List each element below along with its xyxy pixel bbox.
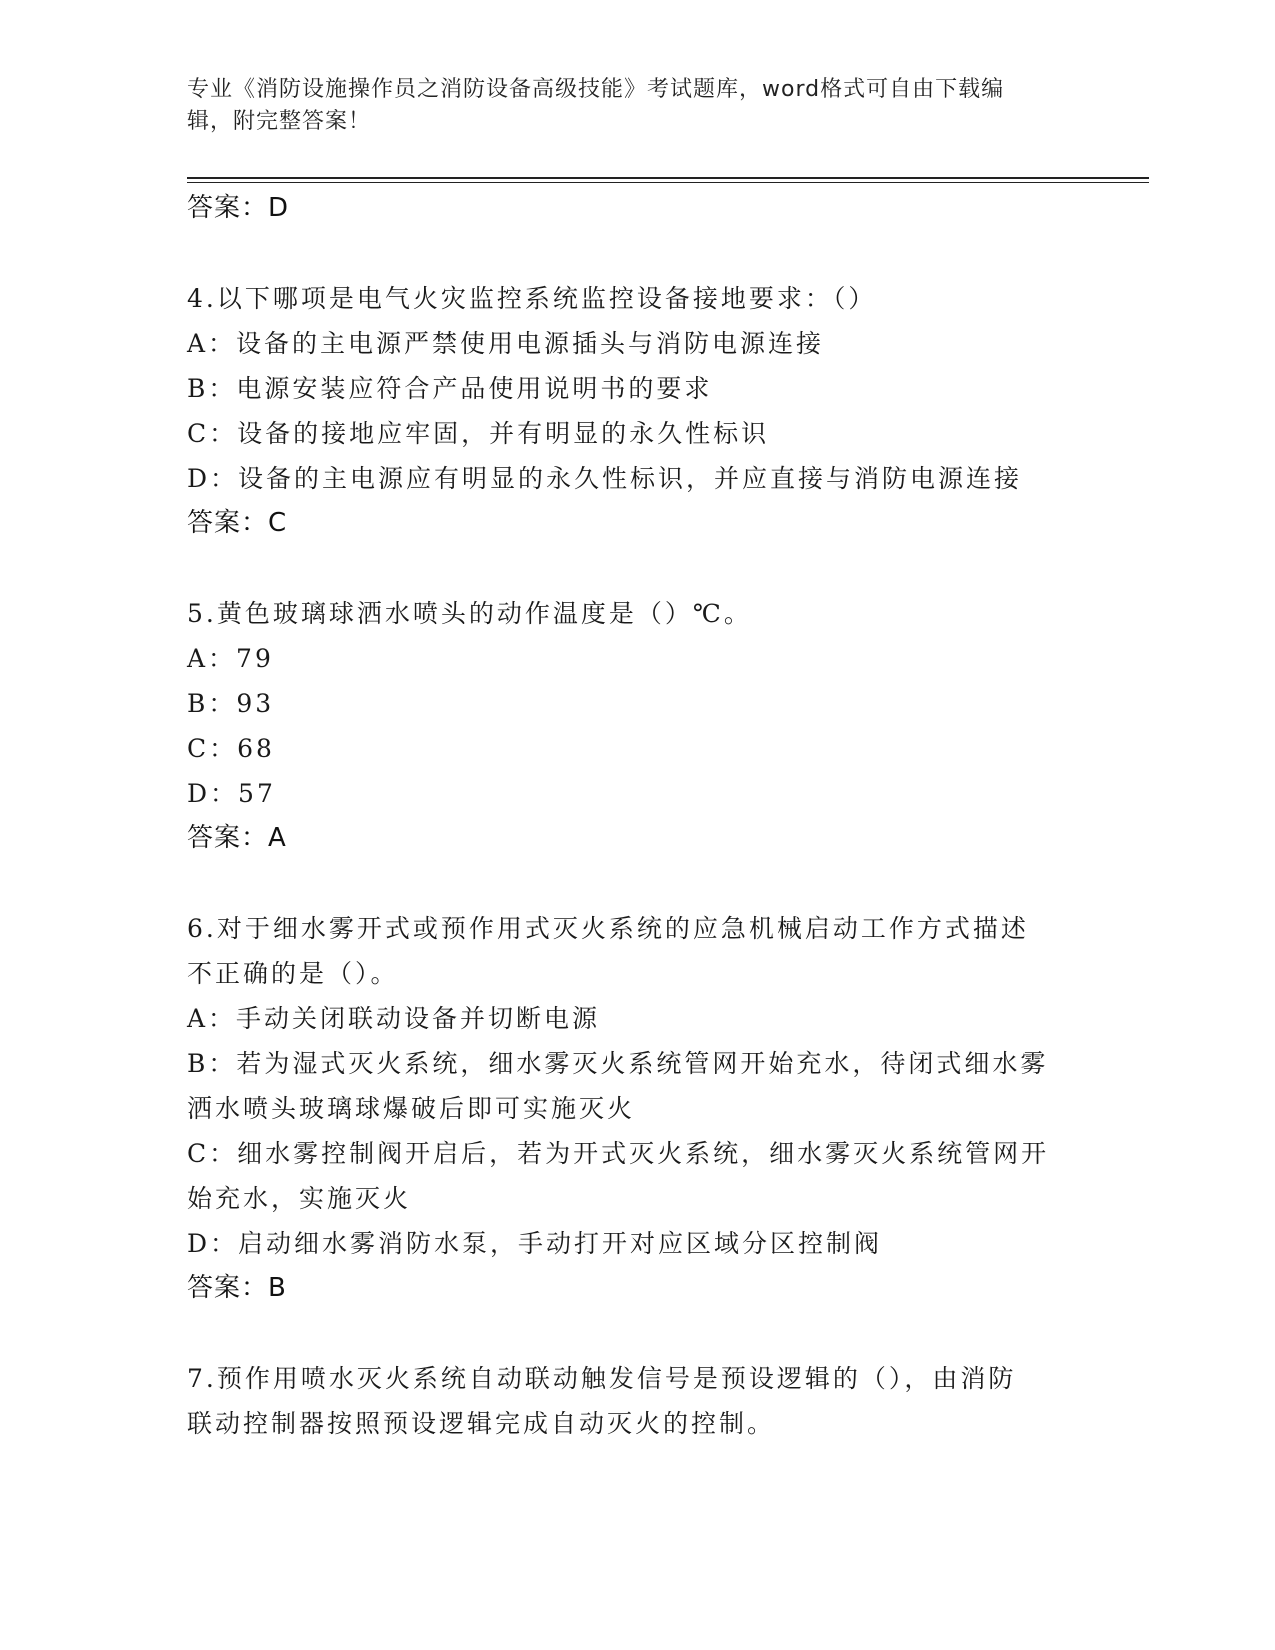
answer-q3: 答案：D [187,193,290,223]
question-7 [187,1356,1087,1446]
question-5 [187,591,1087,860]
header-line-1: 专业《消防设施操作员之消防设备高级技能》考试题库，word格式可自由下载编 [187,77,1005,102]
question-6 [187,906,1087,1310]
spacer [187,545,1087,591]
question-stem [187,1356,1087,1446]
option-b [187,366,1087,411]
spacer [187,230,1087,276]
option-line: A：手动关闭联动设备并切断电源 [187,1004,601,1033]
option-d [187,456,1087,501]
option-a [187,996,1087,1041]
question-list [187,186,1087,1446]
option-line: D：设备的主电源应有明显的永久性标识，并应直接与消防电源连接 [187,464,1023,493]
option-c [187,726,1087,771]
answer: 答案：B [187,1273,287,1303]
option-line: D：57 [187,779,276,808]
option-line: C：68 [187,734,275,763]
option-a [187,636,1087,681]
question-stem-line: 4.以下哪项是电气火灾监控系统监控设备接地要求：（） [187,284,877,313]
option-a [187,321,1087,366]
header-line-2: 辑，附完整答案！ [187,109,372,134]
question-4 [187,276,1087,545]
header-divider-thick [187,177,1149,179]
option-d [187,1221,1087,1266]
question-stem-line: 不正确的是（）。 [187,959,399,988]
question-stem [187,906,1087,996]
question-stem [187,276,1087,321]
answer: 答案：A [187,823,287,853]
option-line: C：细水雾控制阀开启后，若为开式灭火系统，细水雾灭火系统管网开 [187,1139,1050,1168]
question-stem-line: 联动控制器按照预设逻辑完成自动灭火的控制。 [187,1409,776,1438]
document-header [187,74,1067,138]
option-c [187,411,1087,456]
option-line: C：设备的接地应牢固，并有明显的永久性标识 [187,419,770,448]
option-d [187,771,1087,816]
header-divider-thin [187,182,1149,183]
option-line: 洒水喷头玻璃球爆破后即可实施灭火 [187,1094,636,1123]
question-stem [187,591,1087,636]
question-stem-line: 5.黄色玻璃球洒水喷头的动作温度是（）℃。 [187,599,752,628]
option-line: B：电源安装应符合产品使用说明书的要求 [187,374,713,403]
answer: 答案：C [187,508,288,538]
option-line: D：启动细水雾消防水泵，手动打开对应区域分区控制阀 [187,1229,883,1258]
option-line: A：79 [187,644,274,673]
question-stem-line: 6.对于细水雾开式或预作用式灭火系统的应急机械启动工作方式描述 [187,914,1029,943]
option-line: B：若为湿式灭火系统，细水雾灭火系统管网开始充水，待闭式细水雾 [187,1049,1049,1078]
spacer [187,1310,1087,1356]
option-c [187,1131,1087,1221]
option-b [187,1041,1087,1131]
option-line: A：设备的主电源严禁使用电源插头与消防电源连接 [187,329,825,358]
question-stem-line: 7.预作用喷水灭火系统自动联动触发信号是预设逻辑的（），由消防 [187,1364,1017,1393]
option-line: B：93 [187,689,275,718]
option-line: 始充水，实施灭火 [187,1184,412,1213]
option-b [187,681,1087,726]
spacer [187,860,1087,906]
